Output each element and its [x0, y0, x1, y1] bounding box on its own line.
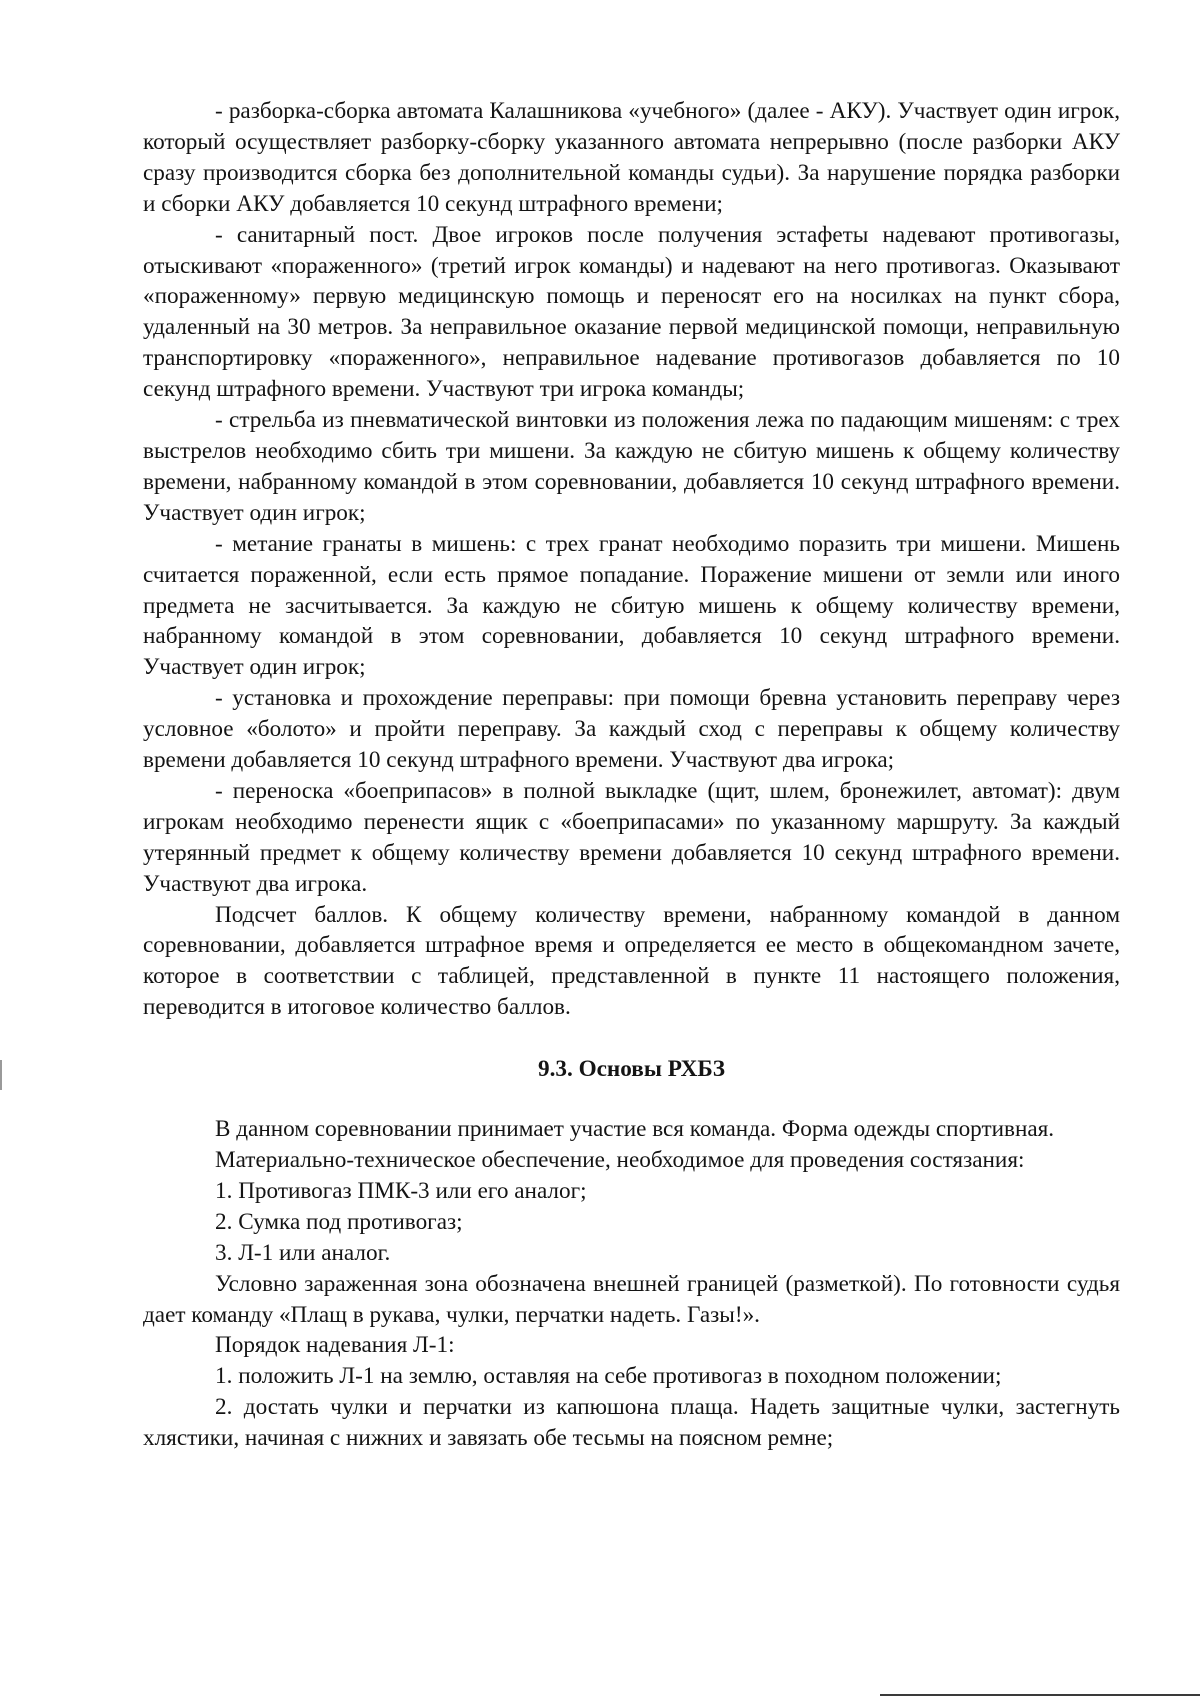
paragraph-materials-intro: Материально-техническое обеспечение, необходимое для проведения состязания: — [215, 1147, 1025, 1173]
scan-edge-mark — [0, 1060, 2, 1090]
paragraph-sanitary-post: - санитарный пост. Двое игроков после получения эстафеты надевают противогазы, отыскивают «пораженного» (третий игрок команды) и надевают на него противогаз. Оказывают «пораженному» первую медицинскую помощь и переносят его на носилках на пункт сбора, удаленный на 30 метров. За неправильное оказание первой медицинской помощи, неправильную транспортировку «пораженного», неправильное надевание противогазов добавляется по 10 секунд штрафного времени. Участвуют три игрока команды; — [143, 221, 1120, 403]
paragraph-order-intro: Порядок надевания Л-1: — [215, 1332, 455, 1359]
paragraph-rifle-shooting: - стрельба из пневматической винтовки из положения лежа по падающим мишеням: с трех выстрелов необходимо сбить три мишени. За каждую не сбитую мишень к общему количеству времени, набранному командой в этом соревновании, добавляется 10 секунд штрафного времени. Участвует один игрок; — [143, 407, 1120, 526]
paragraph-intro: В данном соревновании принимает участие вся команда. Форма одежды спортивная. — [215, 1116, 1055, 1143]
paragraph-zone: Условно зараженная зона обозначена внешней границей (разметкой). По готовности судья дает команду «Плащ в рукава, чулки, перчатки надеть. Газы!». — [143, 1270, 1120, 1328]
materials-item: 3. Л-1 или аналог. — [215, 1239, 391, 1266]
order-step: 1. положить Л-1 на землю, оставляя на себе противогаз в походном положении; — [215, 1363, 1002, 1390]
materials-item: 1. Противогаз ПМК-3 или его аналог; — [215, 1177, 587, 1204]
paragraph-aku-assembly: - разборка-сборка автомата Калашникова «учебного» (далее - АКУ). Участвует один игрок, который осуществляет разборку-сборку указанного автомата непрерывно (после разборки АКУ сразу производится сборка без дополнительной команды судьи). За нарушение порядка разборки и сборки АКУ добавляется 10 секунд штрафного времени; — [143, 98, 1120, 217]
paragraph-ammo-carry: - переноска «боеприпасов» в полной выкладке (щит, шлем, бронежилет, автомат): двум игрокам необходимо перенести ящик с «боеприпасами» по указанному маршруту. За каждый утерянный предмет к общему количеству времени добавляется 10 секунд штрафного времени. Участвуют два игрока. — [143, 777, 1120, 897]
paragraph-scoring: Подсчет баллов. К общему количеству времени, набранному командой в данном соревновании, добавляется штрафное время и определяется ее место в общекомандном зачете, которое в соответствии с таблицей, представленной в пункте 11 настоящего положения, переводится в итоговое количество баллов. — [143, 901, 1120, 1021]
paragraph-crossing: - установка и прохождение переправы: при помощи бревна установить переправу через условное «болото» и пройти переправу. За каждый сход с переправы к общему количеству времени добавляется 10 секунд штрафного времени. Участвуют два игрока; — [143, 685, 1120, 774]
section-heading: 9.3. Основы РХБЗ — [538, 1056, 725, 1083]
order-step: 2. достать чулки и перчатки из капюшона плаща. Надеть защитные чулки, застегнуть хлястики, начиная с нижних и завязать обе тесьмы на поясном ремне; — [143, 1394, 1120, 1452]
paragraph-grenade-throwing: - метание гранаты в мишень: с трех гранат необходимо поразить три мишени. Мишень считается пораженной, если есть прямое попадание. Поражение мишени от земли или иного предмета не засчитывается. За каждую не сбитую мишень к общему количеству времени, набранному командой в этом соревновании, добавляется 10 секунд штрафного времени. Участвует один игрок; — [143, 530, 1120, 681]
materials-item: 2. Сумка под противогаз; — [215, 1208, 463, 1235]
bottom-edge-rule — [880, 1694, 1200, 1696]
